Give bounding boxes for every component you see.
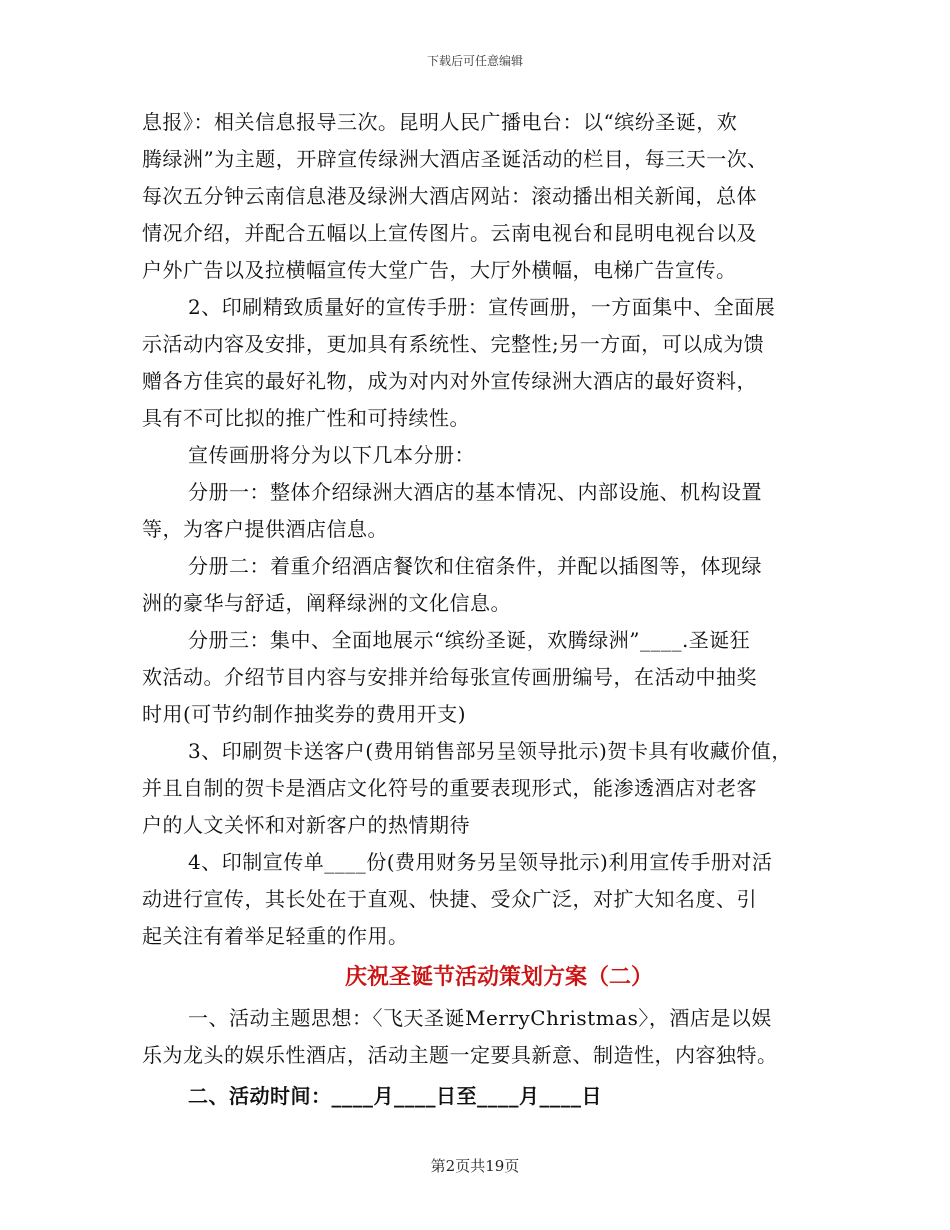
text-line: 腾绿洲”为主题，开辟宣传绿洲大酒店圣诞活动的栏目，每三天一次、 [142,147,768,171]
text-line: 4、印制宣传单____份(费用财务另呈领导批示)利用宣传手册对活 [188,850,773,874]
paragraph-brochure-intro [142,437,832,474]
paragraph-theme [142,1000,832,1074]
text-line: 分册二：着重介绍酒店餐饮和住宿条件，并配以插图等，体现绿 [188,554,762,578]
paragraph-greeting-cards [142,733,832,844]
text-line: 时用(可节约制作抽奖券的费用开支) [142,702,467,726]
document-body [142,104,832,1115]
text-line: 息报》：相关信息报导三次。昆明人民广播电台：以“缤纷圣诞，欢 [142,110,738,134]
text-line: 赠各方佳宾的最好礼物，成为对内对外宣传绿洲大酒店的最好资料， [142,369,757,393]
text-line: 等，为客户提供酒店信息。 [142,517,388,541]
text-line: 欢活动。介绍节目内容与安排并给每张宣传画册编号，在活动中抽奖 [142,665,757,689]
paragraph-volume-three [142,622,832,733]
text-line: 情况介绍，并配合五幅以上宣传图片。云南电视台和昆明电视台以及 [142,221,757,245]
text-line: 动进行宣传，其长处在于直观、快捷、受众广泛，对扩大知名度、引 [142,887,757,911]
section-title: 庆祝圣诞节活动策划方案（二） [344,964,653,990]
text-line: 宣传画册将分为以下几本分册： [188,443,475,467]
paragraph-volume-one [142,474,832,548]
text-line: 示活动内容及安排，更加具有系统性、完整性;另一方面，可以成为馈 [142,332,765,356]
text-line: 分册一：整体介绍绿洲大酒店的基本情况、内部设施、机构设置 [188,480,762,504]
text-line: 2、印刷精致质量好的宣传手册：宣传画册，一方面集中、全面展 [188,295,776,319]
paragraph-volume-two [142,548,832,622]
text-line: 并且自制的贺卡是酒店文化符号的重要表现形式，能渗透酒店对老客 [142,776,757,800]
text-line: 户外广告以及拉横幅宣传大堂广告，大厅外横幅，电梯广告宣传。 [142,258,737,282]
text-line: 每次五分钟云南信息港及绿洲大酒店网站：滚动播出相关新闻，总体 [142,184,757,208]
text-line: 乐为龙头的娱乐性酒店，活动主题一定要具新意、制造性，内容独特。 [142,1043,778,1067]
paragraph-flyers [142,844,832,955]
paragraph-media-promotion [142,104,832,289]
paragraph-activity-time [142,1078,832,1115]
text-line: 二、活动时间：____月____日至____月____日 [188,1084,602,1108]
page-header: 下载后可任意编辑 [426,54,523,68]
text-line: 一、活动主题思想：〈飞天圣诞MerryChristmas〉，酒店是以娱 [188,1006,772,1030]
page-footer: 第2页共19页 [430,1157,520,1175]
text-line: 分册三：集中、全面地展示“缤纷圣诞，欢腾绿洲”____.圣诞狂 [188,628,751,652]
text-line: 洲的豪华与舒适，阐释绿洲的文化信息。 [142,591,511,615]
paragraph-brochure [142,289,832,437]
text-line: 具有不可比拟的推广性和可持续性。 [142,406,470,430]
text-line: 3、印刷贺卡送客户(费用销售部另呈领导批示)贺卡具有收藏价值， [188,739,792,763]
text-line: 户的人文关怀和对新客户的热情期待 [142,813,470,837]
text-line: 起关注有着举足轻重的作用。 [142,924,409,948]
